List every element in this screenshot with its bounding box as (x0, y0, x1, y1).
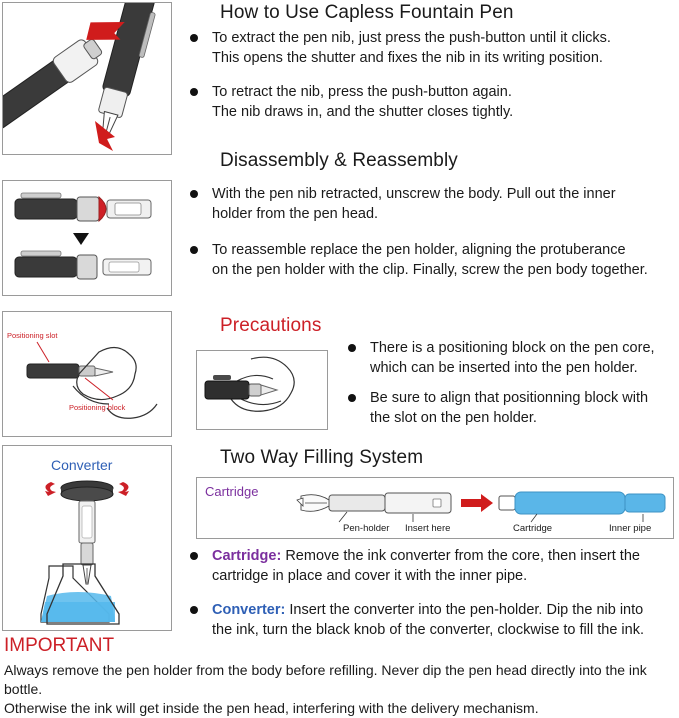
important-title: IMPORTANT (4, 635, 115, 656)
list-item (186, 546, 678, 586)
important-line-1: Always remove the pen holder from the body before refilling. Never dip the pen head directly into the ink bottle. (4, 662, 647, 697)
two-way-filling-illustration (196, 477, 674, 539)
disassembly-title: Disassembly & Reassembly (220, 150, 458, 171)
disasm-b1-l1: With the pen nib retracted, unscrew the body. Pull out the inner (212, 186, 616, 202)
list-item (186, 28, 679, 68)
label-cartridge: Cartridge (513, 523, 553, 534)
howto-b2-l2: The nib draws in, and the shutter closes tightly. (212, 104, 514, 120)
list-item (344, 338, 674, 378)
label-converter: Converter (51, 457, 113, 473)
positioning-diagram-svg (3, 312, 171, 436)
precautions-title: Precautions (220, 315, 322, 336)
disassembly-diagram-svg (3, 181, 171, 295)
pen-core-diagram-svg (197, 351, 327, 429)
disassembly-bullet-list (186, 184, 679, 290)
precaut-b1-l2: which can be inserted into the pen holder. (370, 360, 638, 376)
precaut-b2-l1: Be sure to align that positionning block with (370, 390, 649, 406)
bullet-dot-icon (348, 344, 356, 352)
filling-bullet-list (186, 546, 678, 650)
filling-title: Two Way Filling System (220, 447, 424, 468)
disasm-b1-l2: holder from the pen head. (212, 206, 379, 222)
filling-b2-l2: the ink, turn the black knob of the converter, clockwise to fill the ink. (212, 622, 644, 638)
positioning-slot-illustration (2, 311, 172, 437)
bullet-dot-icon (190, 88, 198, 96)
label-insert-here: Insert here (405, 523, 451, 534)
important-line-2: Otherwise the ink will get inside the pen head, interfering with the delivery mechanism. (4, 700, 539, 716)
label-positioning-block: Positioning block (69, 403, 126, 412)
converter-illustration (2, 445, 172, 631)
precaut-b1-l1: There is a positioning block on the pen core, (370, 340, 655, 356)
howto-b2-l1: To retract the nib, press the push-button again. (212, 84, 512, 100)
bullet-dot-icon (190, 190, 198, 198)
list-item (186, 240, 679, 280)
label-pen-holder: Pen-holder (343, 523, 390, 534)
list-item (186, 600, 678, 640)
label-cartridge-title: Cartridge (205, 484, 259, 499)
list-item (186, 184, 679, 224)
filling-diagram-svg (197, 478, 673, 538)
label-positioning-slot: Positioning slot (7, 331, 58, 340)
filling-b2-l1: Insert the converter into the pen-holder. Dip the nib into (289, 602, 644, 618)
howto-bullet-list (186, 28, 679, 132)
disasm-b2-l1: To reassemble replace the pen holder, aligning the protuberance (212, 242, 626, 258)
howto-b1-l2: This opens the shutter and fixes the nib in its writing position. (212, 50, 603, 66)
label-inner-pipe: Inner pipe (609, 523, 652, 534)
precaut-b2-l2: the slot on the pen holder. (370, 410, 537, 426)
list-item (186, 82, 679, 122)
bullet-dot-icon (190, 246, 198, 254)
disassembly-illustration (2, 180, 172, 296)
bullet-dot-icon (348, 394, 356, 402)
pen-diagram-svg (3, 3, 171, 154)
filling-b1-l1: Remove the ink converter from the core, then insert the (285, 548, 640, 564)
list-item (344, 388, 674, 428)
precautions-bullet-list (344, 338, 674, 438)
disasm-b2-l2: on the pen holder with the clip. Finally, screw the pen body together. (212, 262, 648, 278)
howto-b1-l1: To extract the pen nib, just press the push-button until it clicks. (212, 30, 611, 46)
pen-extract-retract-illustration (2, 2, 172, 155)
bullet-dot-icon (190, 552, 198, 560)
filling-b2-lead: Converter: (212, 602, 286, 618)
filling-b1-l2: cartridge in place and cover it with the inner pipe. (212, 568, 528, 584)
bullet-dot-icon (190, 606, 198, 614)
important-body (4, 661, 674, 718)
bullet-dot-icon (190, 34, 198, 42)
converter-diagram-svg (3, 446, 171, 630)
howto-title: How to Use Capless Fountain Pen (220, 2, 514, 23)
filling-b1-lead: Cartridge: (212, 548, 282, 564)
pen-core-insert-illustration (196, 350, 328, 430)
